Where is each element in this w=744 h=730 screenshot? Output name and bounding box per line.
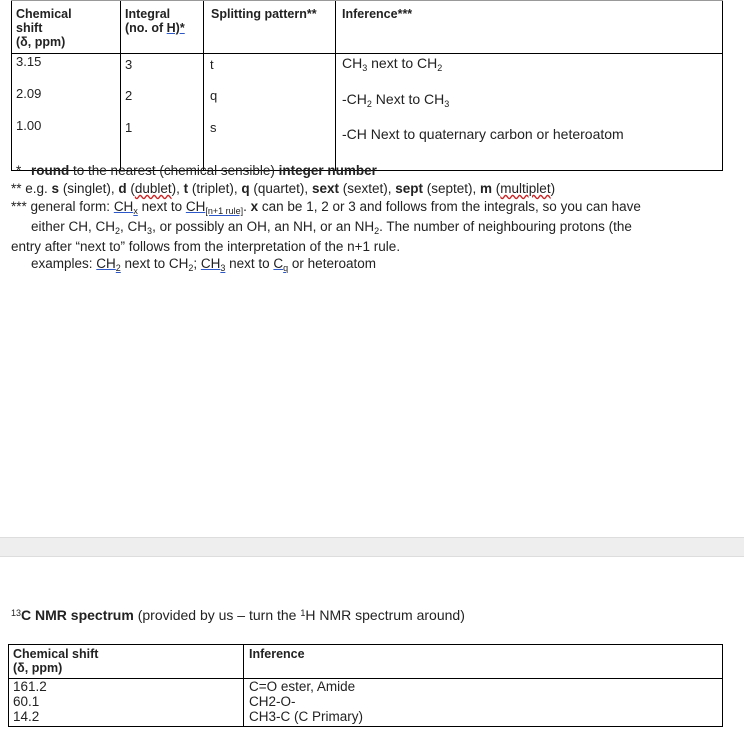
page-break-band (0, 537, 744, 557)
row3-inference: -CH Next to quaternary carbon or heteroatom (342, 126, 624, 142)
c-row1-inference: C=O ester, Amide (249, 679, 356, 694)
footnote-examples: examples: $CH_2$ next to $CH_2$; $CH_3$ next to $C_q$ or heteroatom (31, 256, 376, 273)
c-header-chemical-shift: Chemical shift (δ, ppm) (13, 647, 99, 675)
row1-splitting: t (210, 57, 214, 72)
c-header-inference: Inference (249, 647, 305, 661)
row1-shift: 3.15 (16, 54, 42, 69)
c-row2-inference: CH2-O- (249, 694, 296, 709)
row3-shift: 1.00 (16, 118, 42, 133)
row3-integral: 1 (125, 120, 133, 135)
row2-inference: $-CH_2$ Next to $CH_3$ (342, 91, 450, 109)
c13-section-title: $^{13}$C NMR spectrum (provided by us – turn the $^1$H NMR spectrum around) (11, 607, 465, 623)
footnote-1: * round to the nearest (chemical sensible) integer number (16, 163, 377, 178)
c-inference-column (249, 679, 363, 724)
row2-splitting: q (210, 88, 218, 103)
c-row1-shift: 161.2 (13, 679, 47, 694)
footnote-3-line1: *** general form: $CH_x$ next to $CH_{[n+1 rule]}$. x can be 1, 2 or 3 and follows from the integrals, so you can have (11, 199, 641, 216)
header-chemical-shift: Chemical shift (δ, ppm) (16, 7, 72, 49)
row2-shift: 2.09 (16, 86, 42, 101)
c-row3-shift: 14.2 (13, 709, 40, 724)
c-row2-shift: 60.1 (13, 694, 40, 709)
row1-integral: 3 (125, 57, 133, 72)
c-shift-column (13, 679, 47, 724)
row1-inference: $CH_3$ next to $CH_2$ (342, 55, 443, 73)
c-row3-inference: CH3-C (C Primary) (249, 709, 363, 724)
row2-integral: 2 (125, 88, 133, 103)
footnote-3-line2: either CH, $CH_2$, $CH_3$, or possibly an OH, an NH, or an $NH_2$. The number of neighbouring protons (the (31, 219, 632, 236)
header-integral: Integral (no. of H)* (125, 7, 185, 35)
footnote-2: ** e.g. s (singlet), d (dublet), t (triplet), q (quartet), sext (sextet), sept (septet), m (multiplet) (11, 181, 556, 196)
row3-splitting: s (210, 120, 217, 135)
footnote-3-line3: entry after “next to” follows from the interpretation of the n+1 rule. (11, 239, 401, 254)
header-inference: Inference*** (342, 7, 413, 21)
header-splitting-pattern: Splitting pattern** (211, 7, 317, 21)
